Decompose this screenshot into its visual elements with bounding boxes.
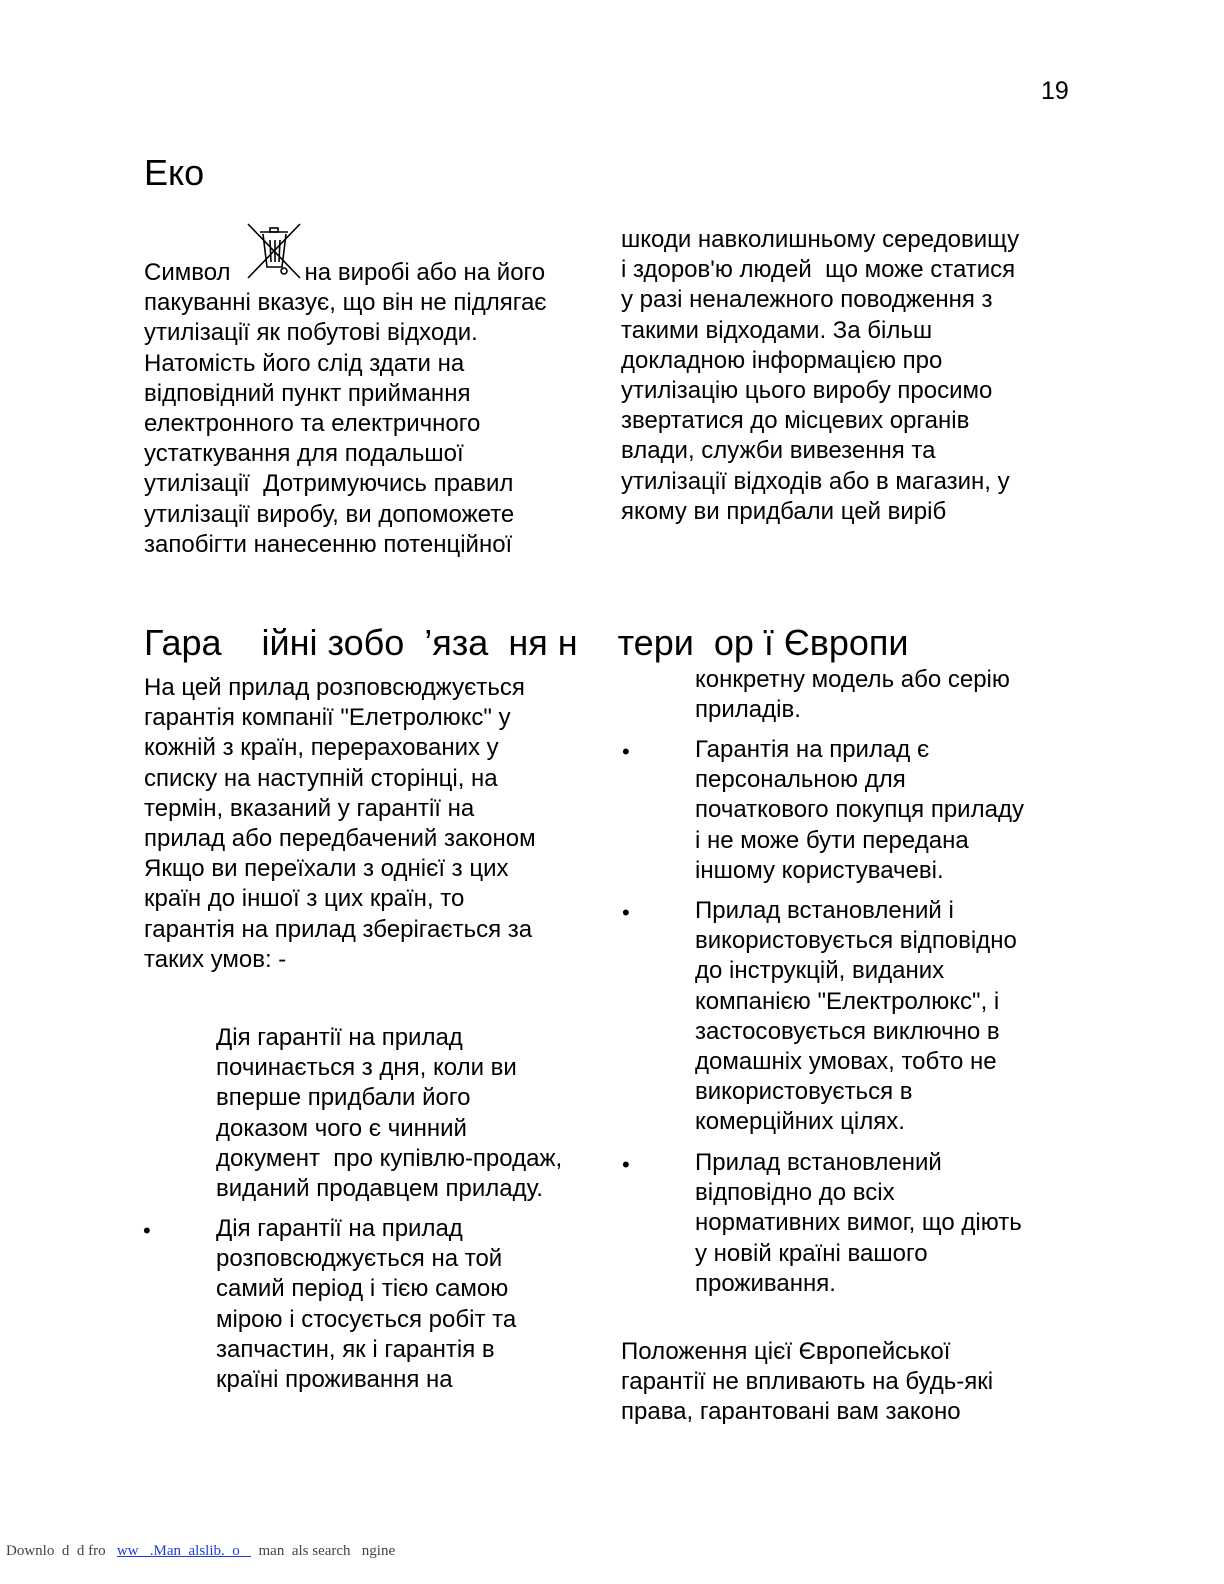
bullet-mark: • [622, 1152, 630, 1177]
eco-left-line: утилізації як побутові відходи. [144, 319, 478, 347]
bullet-3-line: початкового покупця приладу [695, 796, 1024, 824]
eco-left-line: утилізації виробу, ви допоможете [144, 500, 515, 528]
eco-left-line: відповідний пункт приймання [144, 379, 471, 407]
bullet-mark: • [622, 739, 630, 764]
bullet-1-line: вперше придбали його [216, 1084, 471, 1112]
bullet-2-cont-line: конкретну модель або серію [695, 666, 1010, 693]
warranty-intro-line: На цей прилад розповсюджується [144, 674, 525, 701]
warranty-intro-line: країн до іншої з цих країн, то [144, 885, 465, 913]
eco-left-line-0-tail: на виробі або на його [304, 259, 546, 286]
bullet-2-line: країні проживання на [216, 1365, 453, 1393]
warranty-bullet-1 [216, 1023, 616, 1204]
bullet-1-line: доказом чого є чинний [216, 1114, 467, 1142]
warranty-closing [621, 1337, 1081, 1428]
bullet-2-line: розповсюджується на той [216, 1245, 503, 1273]
footer-link[interactable]: ww .Man alslib. o [116, 1543, 251, 1559]
eco-left-line: Натомість його слід здати на [144, 349, 465, 377]
bullet-2-line: запчастин, як і гарантія в [216, 1335, 495, 1363]
bullet-4-line: до інструкцій, виданих [695, 957, 945, 985]
bullet-2-line: мірою і стосується робіт та [216, 1305, 517, 1333]
download-footer [6, 1541, 395, 1561]
bullet-4-line: комерційних цілях. [695, 1108, 905, 1136]
eco-left-line: утилізації Дотримуючись правил [144, 470, 514, 498]
closing-line: гарантії не впливають на будь-які [621, 1368, 994, 1396]
bullet-5-line: відповідно до всіх [695, 1179, 895, 1207]
bullet-3-line: Гарантія на прилад є [695, 736, 930, 763]
bullet-2-line: самий період і тією самою [216, 1275, 509, 1303]
eco-right-line: такими відходами. За більш [621, 316, 933, 344]
bullet-4-line: використовується в [695, 1078, 913, 1106]
warranty-bullet-2 [216, 1214, 616, 1395]
eco-right-line: шкоди навколишньому середовищу [621, 226, 1020, 253]
bullet-3-line: персональною для [695, 766, 906, 794]
warranty-intro-line: кожній з країн, перерахованих у [144, 734, 499, 762]
bullet-4-line: домашніх умовах, тобто не [695, 1047, 997, 1075]
eco-left-line-0: Символ на виробі або на його [144, 259, 546, 286]
eco-right-line: влади, служби вивезення та [621, 437, 936, 465]
bullet-3-line: і не може бути передана [695, 826, 969, 854]
eco-right-line: утилізації відходів або в магазин, у [621, 467, 1010, 495]
warranty-bullet-2-continued [695, 665, 1095, 725]
warranty-intro-line: Якщо ви переїхали з однієї з цих [144, 855, 509, 883]
eco-right-line: докладною інформацією про [621, 346, 943, 374]
footer-prefix: Downlo d d fro [6, 1543, 117, 1559]
eco-left-line: устаткування для подальшої [144, 440, 464, 468]
warranty-intro-line: гарантія компанії "Елетролюкс" у [144, 704, 511, 732]
eco-left-line: електронного та електричного [144, 409, 481, 437]
warranty-intro-line: прилад або передбачений законом [144, 824, 536, 852]
warranty-intro-line: таких умов: - [144, 945, 287, 973]
eco-right-line: у разі неналежного поводження з [621, 286, 993, 314]
page-number: 19 [1041, 77, 1069, 105]
bullet-5-line: проживання. [695, 1269, 836, 1297]
eco-left-line: запобігти нанесенню потенційної [144, 530, 513, 558]
bullet-4-line: Прилад встановлений і [695, 897, 954, 924]
closing-line: права, гарантовані вам законо [621, 1398, 961, 1426]
closing-line: Положення цієї Європейської [621, 1338, 951, 1365]
warranty-bullet-4 [695, 896, 1095, 1138]
warranty-bullet-5 [695, 1148, 1095, 1299]
eco-heading: Еко [144, 152, 205, 193]
bullet-1-line: документ про купівлю-продаж, [216, 1144, 563, 1172]
bullet-5-line: Прилад встановлений [695, 1149, 942, 1176]
footer-suffix: man als search ngine [251, 1543, 396, 1559]
warranty-bullet-3 [695, 735, 1095, 886]
bullet-2-cont-line: приладів. [695, 696, 801, 724]
eco-right-line: звертатися до місцевих органів [621, 407, 970, 435]
eco-right-line: утилізацію цього виробу просимо [621, 376, 993, 404]
eco-left-column [144, 258, 604, 560]
bullet-mark: • [143, 1218, 151, 1243]
bullet-1-line: Дія гарантії на прилад [216, 1024, 463, 1051]
eco-right-column [621, 225, 1081, 527]
warranty-heading: Гара ійні зобо ’яза ня н тери ор ї Європи [144, 622, 909, 663]
bullet-4-line: компанією "Електролюкс", і [695, 987, 1000, 1015]
bullet-2-line: Дія гарантії на прилад [216, 1215, 463, 1242]
eco-right-line: і здоров'ю людей що може статися [621, 256, 1016, 284]
eco-left-line: пакуванні вказує, що він не підлягає [144, 289, 547, 317]
bullet-1-line: виданий продавцем приладу. [216, 1174, 543, 1202]
bullet-5-line: у новій країні вашого [695, 1239, 928, 1267]
bullet-mark: • [622, 900, 630, 925]
warranty-intro-line: списку на наступній сторінці, на [144, 764, 498, 792]
bullet-1-line: починається з дня, коли ви [216, 1054, 517, 1082]
bullet-4-line: застосовується виключно в [695, 1017, 1000, 1045]
warranty-intro [144, 673, 604, 975]
bullet-4-line: використовується відповідно [695, 927, 1017, 955]
bullet-5-line: нормативних вимог, що діють [695, 1209, 1022, 1237]
warranty-intro-line: гарантія на прилад зберігається за [144, 915, 533, 943]
bullet-3-line: іншому користувачеві. [695, 856, 944, 884]
eco-right-line: якому ви придбали цей виріб [621, 497, 947, 525]
warranty-intro-line: термін, вказаний у гарантії на [144, 794, 475, 822]
